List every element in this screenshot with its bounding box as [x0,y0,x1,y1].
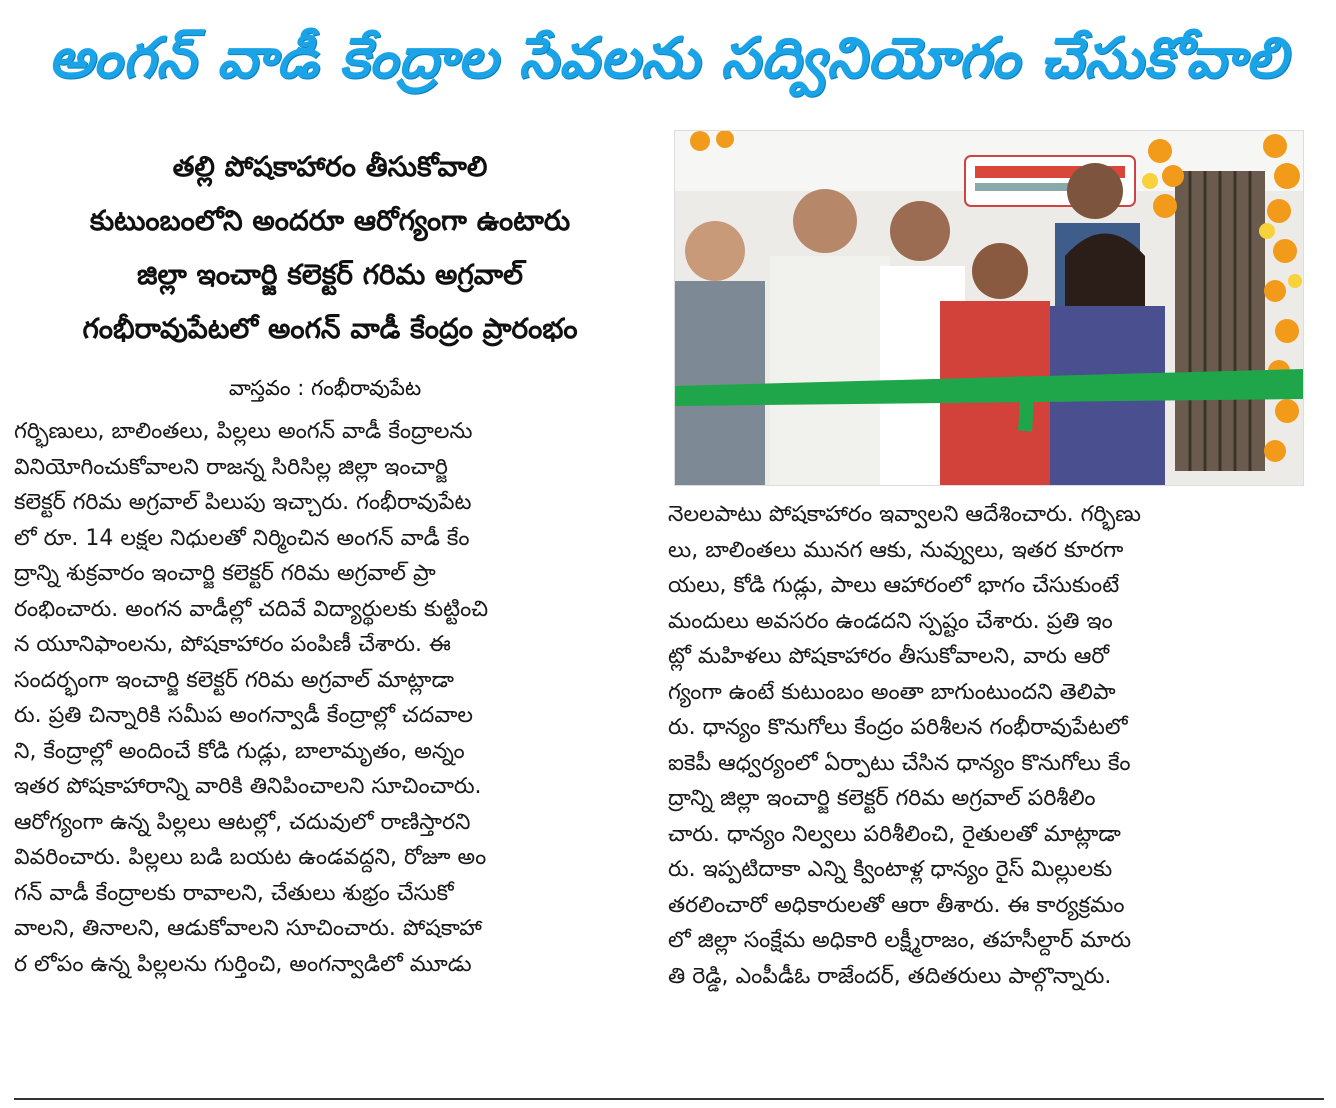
body-line: వివరించారు. పిల్లలు బడి బయట ఉండవద్దని, రోజూ అం [14,845,487,870]
body-line: యలు, కోడి గుడ్లు, పాలు ఆహారంలో భాగం చేసుకుంటే [668,573,1120,598]
ribbon-cutting-illustration [675,131,1303,485]
bottom-rule [14,1098,1324,1100]
body-line: ద్రాన్ని జిల్లా ఇంచార్జి కలెక్టర్ గరిమ అగ్రవాల్ పరిశీలిం [668,786,1096,811]
body-line: న యూనిఫాంలను, పోషకాహారం పంపిణీ చేశారు. ఈ [14,632,451,657]
subheadline-3: జిల్లా ఇంచార్జి కలెక్టర్ గరిమ అగ్రవాల్ [137,258,523,291]
article-right-column [668,497,1298,994]
subheadline-1: తల్లి పోషకాహారం తీసుకోవాలి [172,150,488,183]
body-line: గర్భిణులు, బాలింతలు, పిల్లలు అంగన్ వాడీ కేంద్రాలను [14,419,473,444]
subheadlines [10,140,650,356]
body-line: రు. ప్రతి చిన్నారికి సమీప అంగన్వాడీ కేంద్రాల్లో చదవాల [14,703,473,728]
subheadline-2: కుటుంబంలోని అందరూ ఆరోగ్యంగా ఉంటారు [89,204,571,237]
body-line: తరలించారో అధికారులతో ఆరా తీశారు. ఈ కార్యక్రమం [668,892,1125,918]
body-line: ద్రాన్ని శుక్రవారం ఇంచార్జి కలెక్టర్ గరిమ అగ్రవాల్ ప్రా [14,561,436,586]
news-photo [674,130,1304,486]
body-line: కలెక్టర్ గరిమ అగ్రవాల్ పిలుపు ఇచ్చారు. గంభీరావుపేట [14,490,472,515]
body-line: గ్యంగా ఉంటే కుటుంబం అంతా బాగుంటుందని తెలిపా [668,679,1116,705]
body-line: చారు. ధాన్యం నిల్వలు పరిశీలించి, రైతులతో మాట్లాడా [668,821,1121,847]
body-line: గన్ వాడీ కేంద్రాలకు రావాలని, చేతులు శుభ్రం చేసుకో [14,880,454,906]
body-line: రు. ఇప్పటిదాకా ఎన్ని క్వింటాళ్ల ధాన్యం రైస్ మిల్లులకు [668,857,1113,882]
body-line: తి రెడ్డి, ఎంపీడీఓ రాజేందర్, తదితరులు పాల్గొన్నారు. [668,963,1112,989]
body-line: ర లోపం ఉన్న పిల్లలను గుర్తించి, అంగన్వాడిలో మూడు [14,951,472,977]
body-line: లో జిల్లా సంక్షేమ అధికారి లక్ష్మీరాజం, తహసీల్దార్ మారు [668,928,1132,953]
body-line: వినియోగించుకోవాలని రాజన్న సిరిసిల్ల జిల్లా ఇంచార్జి [14,454,448,480]
body-line: ఇతర పోషకాహారాన్ని వారికి తినిపించాలని సూచించారు. [14,774,482,799]
body-line: ని, కేంద్రాల్లో అందించే కోడి గుడ్లు, బాలామృతం, అన్నం [14,738,465,764]
dateline: వాస్తవం : గంభీరావుపేట [228,376,422,400]
body-line: సందర్భంగా ఇంచార్జి కలెక్టర్ గరిమ అగ్రవాల్ మాట్లాడా [14,667,454,693]
body-line: లు, బాలింతలు మునగ ఆకు, నువ్వులు, ఇతర కూరగా [668,537,1124,563]
body-line: ఆరోగ్యంగా ఉన్న పిల్లలు ఆటల్లో, చదువులో రాణిస్తారని [14,809,471,835]
body-line: ట్లో మహిళలు పోషకాహారం తీసుకోవాలని, వారు ఆరో [668,644,1110,669]
body-line: వాలని, తినాలని, ఆడుకోవాలని సూచించారు. పోషకాహా [14,916,482,941]
headline: అంగన్ వాడీ కేంద్రాల సేవలను సద్వినియోగం చేసుకోవాలి [48,25,1288,91]
body-line: నెలలపాటు పోషకాహారం ఇవ్వాలని ఆదేశించారు. గర్భిణు [668,502,1142,527]
body-line: లో రూ. 14 లక్షల నిధులతో నిర్మించిన అంగన్ వాడీ కేం [14,525,470,551]
body-line: ఐకెపీ ఆధ్వర్యంలో ఏర్పాటు చేసిన ధాన్యం కొనుగోలు కేం [668,750,1131,776]
body-line: రంభించారు. అంగన వాడీల్లో చదివే విద్యార్థులకు కుట్టించి [14,596,489,622]
subheadline-4: గంభీరావుపేటలో అంగన్ వాడీ కేంద్రం ప్రారంభం [82,312,578,345]
body-line: రు. ధాన్యం కొనుగోలు కేంద్రం పరిశీలన గంభీరావుపేటలో [668,715,1128,740]
body-line: మందులు అవసరం ఉండదని స్పష్టం చేశారు. ప్రతి ఇం [668,608,1113,634]
article-left-column [14,414,640,982]
